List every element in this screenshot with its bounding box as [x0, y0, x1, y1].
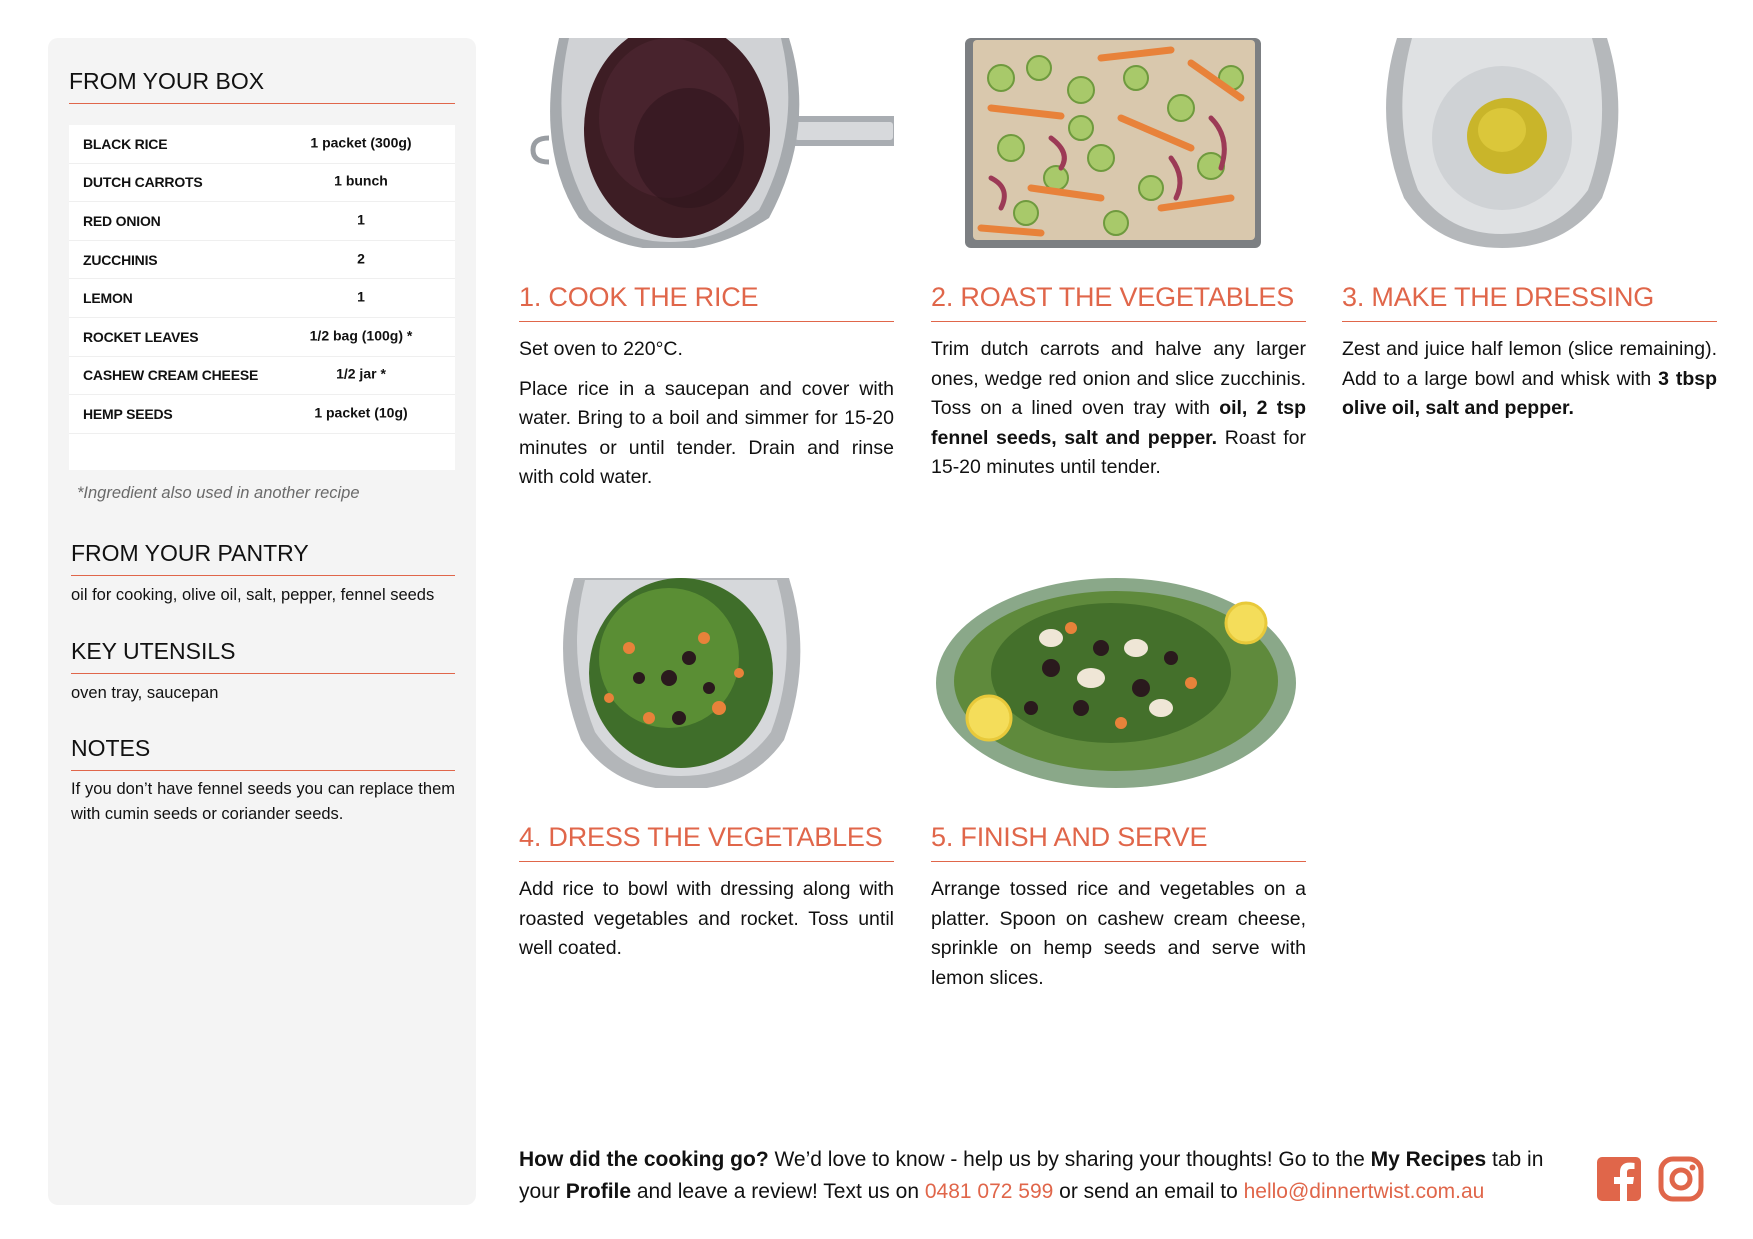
ingredient-name: RED ONION — [83, 212, 161, 229]
ingredient-row — [69, 357, 455, 396]
cooked-black-rice-photo — [519, 38, 894, 248]
step-2-text — [931, 335, 1306, 493]
ingredients-table — [69, 125, 455, 470]
step-4-text — [519, 875, 894, 974]
ingredient-row — [69, 164, 455, 203]
ingredient-name: LEMON — [83, 290, 133, 307]
step-5-title: 5. FINISH AND SERVE — [931, 822, 1306, 862]
key-utensils-heading: KEY UTENSILS — [71, 638, 455, 674]
notes-text: If you don’t have fennel seeds you can replace them with cumin seeds or coriander seeds. — [71, 780, 455, 823]
step-paragraph: Place rice in a saucepan and cover with water. Bring to a boil and simmer for 15-20 minutes or until tender. Drain and rinse with cold water. — [519, 377, 894, 488]
ingredients-sidebar — [48, 38, 476, 1205]
ingredient-footnote: *Ingredient also used in another recipe — [77, 484, 360, 502]
ingredient-row — [69, 241, 455, 280]
ingredient-row — [69, 318, 455, 357]
feedback-message: How did the cooking go? We’d love to know - help us by sharing your thoughts! Go to the My Recipes tab in your Profile and leave a review! Text us on 0481 072 599 or send an email to hello@dinnertwist.com.au — [519, 1148, 1544, 1203]
step-paragraph: Trim dutch carrots and halve any larger ones, wedge red onion and slice zucchinis. Toss on a lined oven tray with oil, 2 tsp fennel seeds, salt and pepper. Roast for 15-20 minutes until tender. — [931, 338, 1306, 478]
step-1-text — [519, 335, 894, 503]
ingredient-name: DUTCH CARROTS — [83, 174, 203, 191]
served-platter-photo — [931, 578, 1306, 788]
ingredient-row — [69, 202, 455, 241]
step-paragraph: Zest and juice half lemon (slice remaining). Add to a large bowl and whisk with 3 tbsp olive oil, salt and pepper. — [1342, 338, 1717, 419]
utensils-text: oven tray, saucepan — [71, 684, 219, 702]
ingredient-qty: 1/2 jar * — [336, 365, 386, 382]
step-1-title: 1. COOK THE RICE — [519, 282, 894, 322]
dressing-bowl-photo — [1342, 38, 1717, 248]
step-paragraph: Add rice to bowl with dressing along with roasted vegetables and rocket. Toss until well coated. — [519, 878, 894, 959]
step-3-text — [1342, 335, 1717, 434]
ingredient-row — [69, 279, 455, 318]
ingredient-row — [69, 125, 455, 164]
step-paragraph: Set oven to 220°C. — [519, 338, 683, 360]
ingredient-qty: 1/2 bag (100g) * — [309, 327, 413, 344]
instagram-icon[interactable] — [1658, 1156, 1704, 1202]
step-2-title: 2. ROAST THE VEGETABLES — [931, 282, 1306, 322]
ingredient-row — [69, 395, 455, 434]
pantry-text: oil for cooking, olive oil, salt, pepper, fennel seeds — [71, 586, 435, 604]
ingredient-name: BLACK RICE — [83, 135, 168, 152]
from-your-box-heading: FROM YOUR BOX — [69, 68, 455, 104]
email-link[interactable]: hello@dinnertwist.com.au — [1243, 1180, 1485, 1203]
step-3-title: 3. MAKE THE DRESSING — [1342, 282, 1717, 322]
ingredient-name: CASHEW CREAM CHEESE — [83, 367, 259, 384]
ingredient-qty: 1 — [357, 211, 365, 228]
ingredient-qty: 1 packet (300g) — [310, 134, 412, 151]
phone-link[interactable]: 0481 072 599 — [924, 1180, 1054, 1203]
ingredient-name: ROCKET LEAVES — [83, 328, 199, 345]
roasting-tray-vegetables-photo — [931, 38, 1306, 248]
ingredient-qty: 1 packet (10g) — [314, 404, 408, 421]
ingredient-qty: 2 — [357, 249, 365, 266]
from-your-pantry-heading: FROM YOUR PANTRY — [71, 540, 455, 576]
notes-heading: NOTES — [71, 735, 455, 771]
ingredient-name: ZUCCHINIS — [83, 251, 158, 268]
step-paragraph: Arrange tossed rice and vegetables on a platter. Spoon on cashew cream cheese, sprinkle on hemp seeds and serve with lemon slices. — [931, 878, 1306, 989]
step-5-text — [931, 875, 1306, 1003]
step-4-title: 4. DRESS THE VEGETABLES — [519, 822, 894, 862]
ingredient-qty: 1 — [357, 288, 365, 305]
facebook-icon[interactable] — [1596, 1156, 1642, 1202]
tossed-salad-bowl-photo — [519, 578, 894, 788]
ingredient-name: HEMP SEEDS — [83, 405, 173, 422]
ingredient-qty: 1 bunch — [334, 172, 388, 189]
